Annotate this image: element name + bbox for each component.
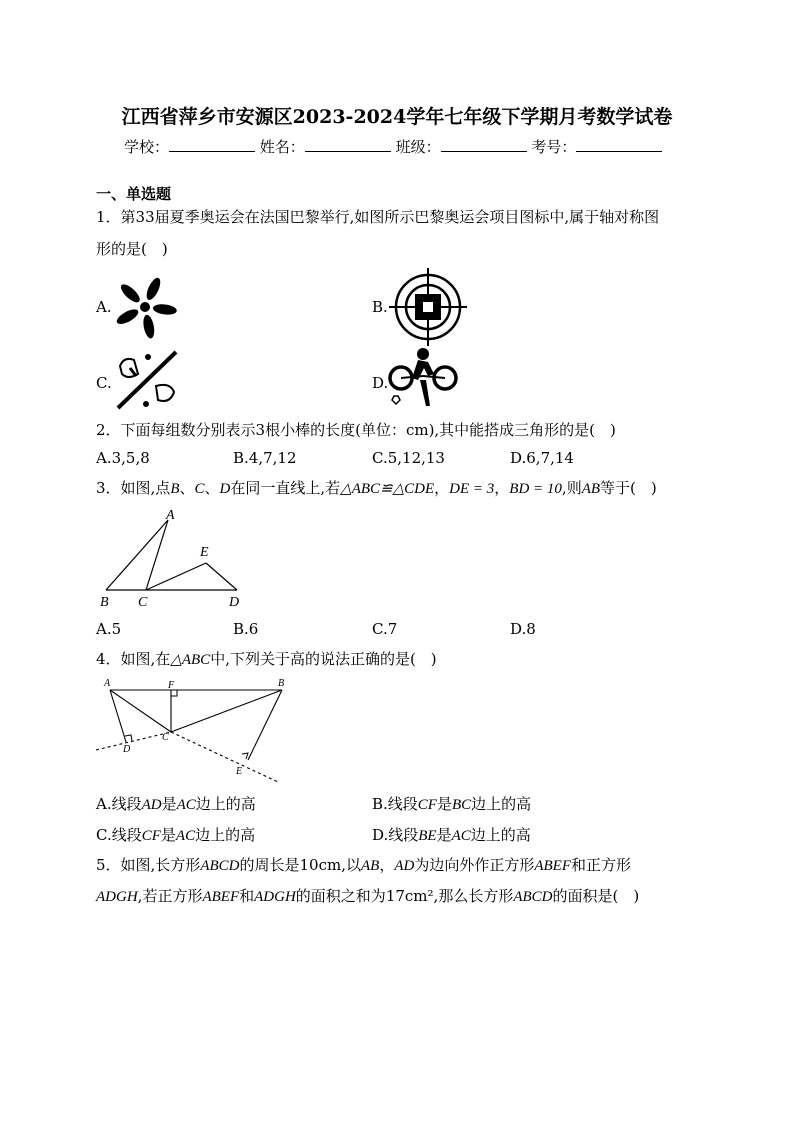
q1-stem-line1: 1．第33届夏季奥运会在法国巴黎举行,如图所示巴黎奥运会项目图标中,属于轴对称图 (96, 208, 660, 226)
q2-option-a: A.3,5,8 (96, 449, 150, 467)
q1-option-d-label: D. (372, 374, 389, 392)
number-blank[interactable] (576, 137, 662, 152)
pinwheel-pictogram (108, 275, 183, 340)
name-blank[interactable] (305, 137, 391, 152)
q3-label-e: E (200, 545, 209, 560)
q4-label-a: A (104, 678, 111, 689)
q3-label-a: A (166, 508, 175, 523)
q3-label-b: B (100, 595, 109, 610)
q4-label-c: C (162, 732, 169, 743)
q4-label-d: D (123, 744, 131, 755)
q4-stem: 4．如图,在△ABC中,下列关于高的说法正确的是( ) (96, 650, 437, 668)
q3-stem: 3．如图,点B、C、D在同一直线上,若△ABC≌△CDE，DE = 3，BD = 10,则AB等于( ) (96, 479, 657, 497)
q2-option-c: C.5,12,13 (372, 449, 445, 467)
q5-stem-line1: 5．如图,长方形ABCD的周长是10cm,以AB，AD为边向外作正方形ABEF和正方形 (96, 856, 632, 874)
q3-label-c: C (138, 595, 148, 610)
q2-option-b: B.4,7,12 (233, 449, 297, 467)
q4-option-b: B.线段CF是BC边上的高 (372, 795, 532, 813)
q2-option-d: D.6,7,14 (510, 449, 574, 467)
school-label: 学校： (124, 138, 170, 156)
sword-pictogram (110, 348, 185, 413)
school-blank[interactable] (169, 137, 255, 152)
q5-stem-line2: ADGH,若正方形ABEF和ADGH的面积之和为17cm²,那么长方形ABCD的面积是( ) (96, 887, 640, 905)
q4-triangle-figure (96, 674, 286, 784)
student-info-line (124, 136, 662, 157)
q2-stem: 2．下面每组数分别表示3根小棒的长度(单位：cm),其中能搭成三角形的是( ) (96, 421, 616, 439)
class-label: 班级： (395, 138, 441, 156)
q3-triangle-figure (96, 506, 256, 612)
q4-option-c: C.线段CF是AC边上的高 (96, 826, 256, 844)
q3-label-d: D (229, 595, 240, 610)
class-blank[interactable] (441, 137, 527, 152)
q1-option-b-label: B. (372, 298, 388, 316)
page-title: 江西省萍乡市安源区2023-2024学年七年级下学期月考数学试卷 (121, 106, 673, 128)
q3-option-a: A.5 (96, 620, 122, 638)
q4-option-d: D.线段BE是AC边上的高 (372, 826, 531, 844)
q3-option-b: B.6 (233, 620, 259, 638)
number-label: 考号： (531, 138, 577, 156)
q1-option-c-label: C. (96, 374, 112, 392)
q3-option-c: C.7 (372, 620, 398, 638)
cyclist-pictogram (388, 346, 460, 412)
q4-option-a: A.线段AD是AC边上的高 (96, 795, 256, 813)
q4-label-f: F (168, 680, 175, 691)
target-pictogram (387, 266, 469, 348)
q1-stem-line2: 形的是( ) (96, 240, 168, 258)
q3-option-d: D.8 (510, 620, 536, 638)
q1-option-a-label: A. (96, 298, 112, 316)
q4-label-b: B (278, 678, 285, 689)
section-heading: 一、单选题 (96, 185, 172, 203)
name-label: 姓名： (259, 138, 305, 156)
q4-label-e: E (236, 766, 243, 777)
